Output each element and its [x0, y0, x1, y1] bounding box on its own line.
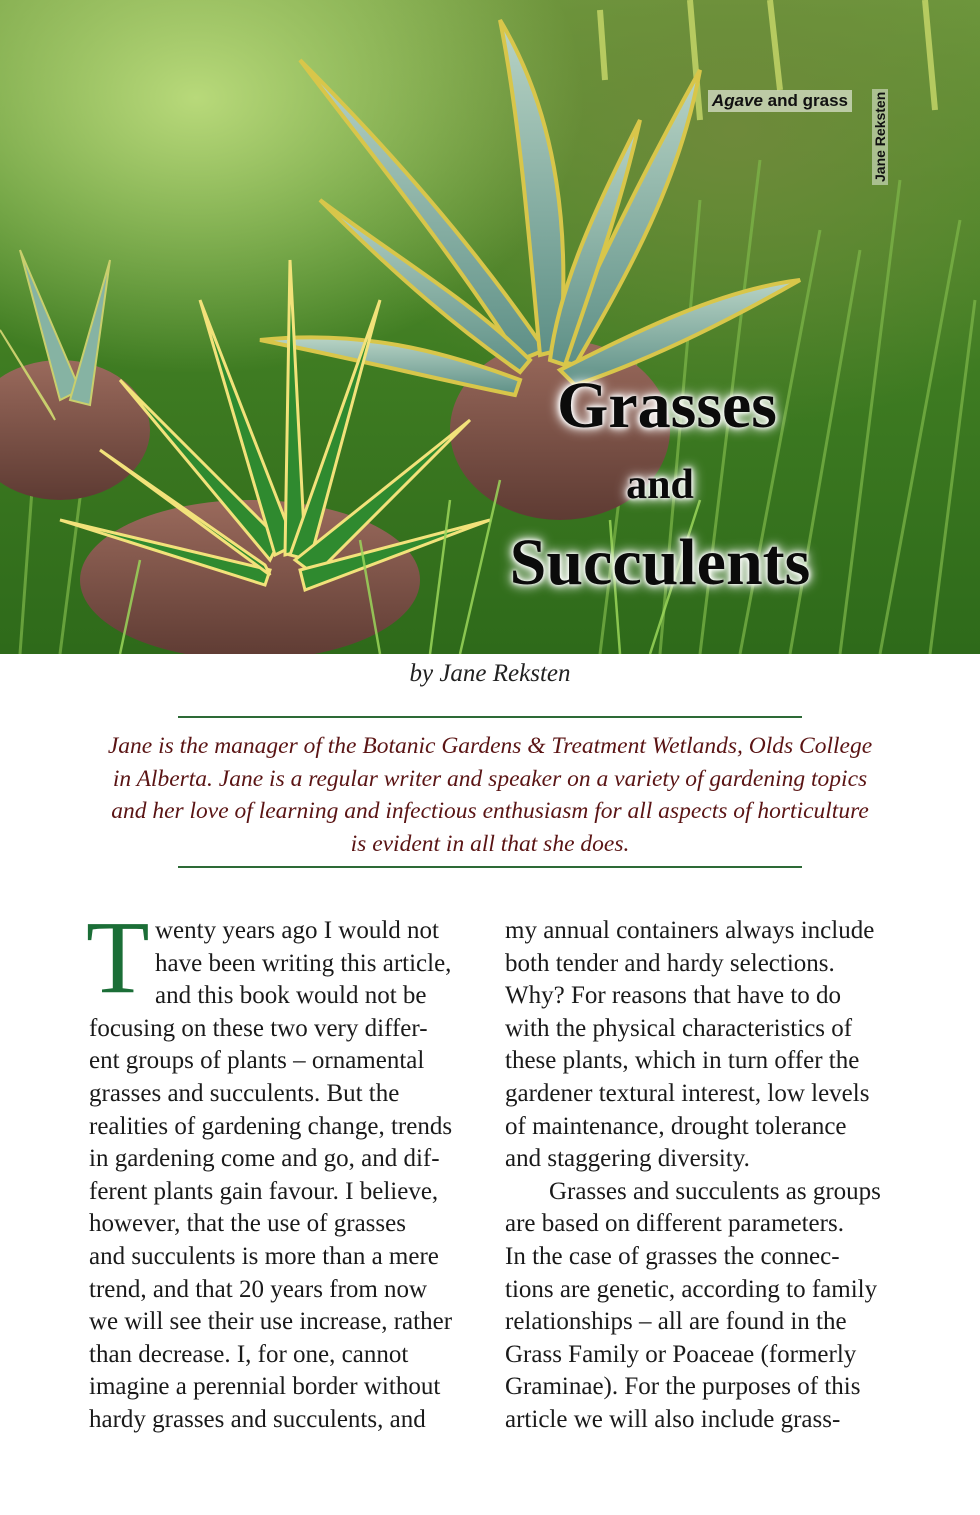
body-line: grasses and succulents. But the: [89, 1079, 400, 1107]
divider-bottom: [178, 866, 802, 868]
body-line: Graminae). For the purposes of this: [505, 1373, 861, 1401]
body-line: and succulents is more than a mere: [89, 1242, 439, 1270]
body-line: hardy grasses and succulents, and: [89, 1405, 426, 1433]
body-column-right: [505, 915, 905, 1437]
photo-caption-rest: and grass: [762, 91, 848, 110]
hero-photo: [0, 0, 980, 654]
bio-line: in Alberta. Jane is a regular writer and speaker on a variety of gardening topics: [112, 765, 868, 792]
body-line: ent groups of plants – ornamental: [89, 1047, 425, 1075]
body-line: in gardening come and go, and dif-: [89, 1145, 440, 1173]
bio-line: and her love of learning and infectious enthusiasm for all aspects of horticulture: [111, 798, 869, 824]
body-line: imagine a perennial border without: [89, 1373, 441, 1401]
bio-line: Jane is the manager of the Botanic Gardens & Treatment Wetlands, Olds College: [107, 733, 873, 759]
body-line: article we will also include grass-: [505, 1405, 841, 1433]
drop-cap: T: [86, 900, 150, 1015]
body-line: Grasses and succulents as groups: [549, 1177, 881, 1205]
body-line: and this book would not be: [155, 982, 427, 1010]
body-line: with the physical characteristics of: [505, 1014, 853, 1042]
body-line: Grass Family or Poaceae (formerly: [505, 1340, 857, 1368]
body-line: wenty years ago I would not: [155, 917, 439, 944]
body-line: my annual containers always include: [505, 917, 875, 944]
title-line-2: and: [626, 462, 694, 508]
body-line: focusing on these two very differ-: [89, 1014, 428, 1042]
body-line: relationships – all are found in the: [505, 1308, 847, 1336]
body-line: of maintenance, drought tolerance: [505, 1112, 847, 1140]
photo-caption-species: Agave: [711, 91, 763, 110]
bio-line: is evident in all that she does.: [350, 830, 630, 857]
photo-caption: [708, 90, 852, 112]
body-line: and staggering diversity.: [505, 1145, 750, 1173]
body-line: tions are genetic, according to family: [505, 1275, 878, 1303]
body-line: In the case of grasses the connec-: [505, 1242, 840, 1270]
photo-credit: Jane Reksten: [872, 89, 888, 185]
body-line: than decrease. I, for one, cannot: [89, 1340, 409, 1368]
body-column-left: [89, 915, 479, 1437]
body-line: are based on different parameters.: [505, 1210, 844, 1238]
body-line: Why? For reasons that have to do: [505, 982, 842, 1010]
body-line: both tender and hardy selections.: [505, 949, 835, 977]
byline: by Jane Reksten: [409, 660, 571, 687]
divider-top: [178, 716, 802, 718]
body-line: realities of gardening change, trends: [89, 1112, 453, 1140]
body-line: trend, and that 20 years from now: [89, 1275, 428, 1303]
body-line: have been writing this article,: [155, 949, 452, 977]
body-line: however, that the use of grasses: [89, 1210, 406, 1238]
body-line: these plants, which in turn offer the: [505, 1047, 860, 1075]
title-line-1: Grasses: [557, 369, 777, 442]
title-line-3: Succulents: [509, 526, 811, 599]
author-bio: [86, 730, 894, 860]
body-line: gardener textural interest, low levels: [505, 1079, 870, 1107]
article-title: [470, 365, 850, 603]
body-line: we will see their use increase, rather: [89, 1308, 453, 1336]
body-line: ferent plants gain favour. I believe,: [89, 1177, 439, 1205]
